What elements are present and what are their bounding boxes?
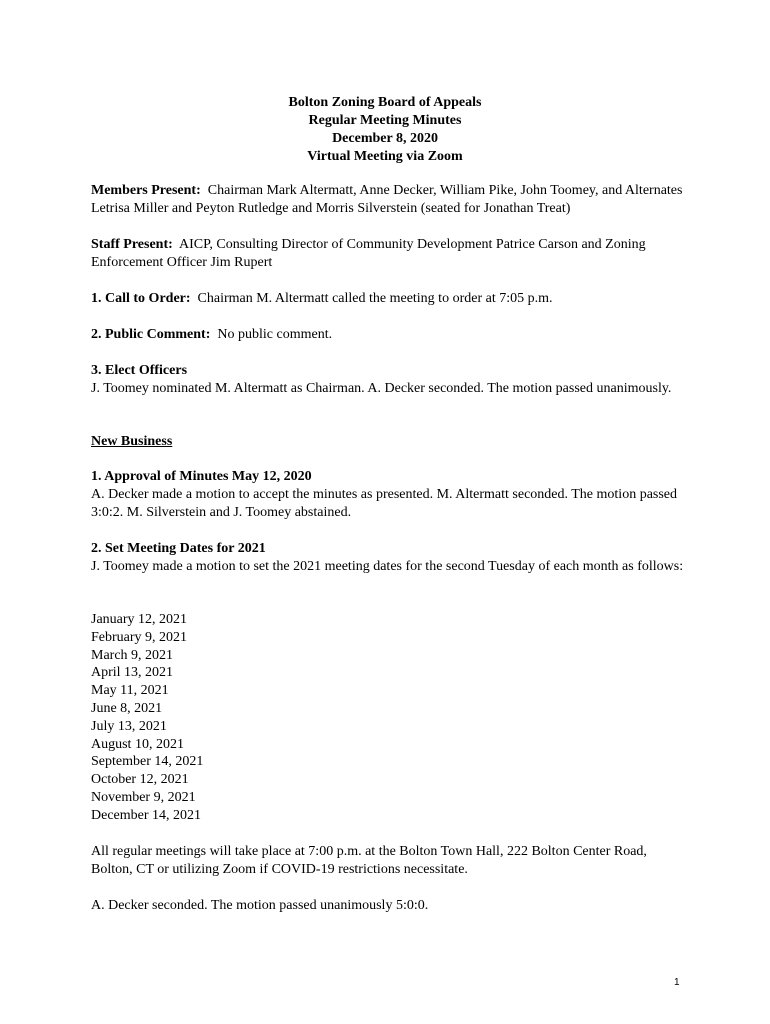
meeting-venue: Virtual Meeting via Zoom — [307, 149, 463, 164]
list-item: February 9, 2021 — [91, 629, 188, 645]
list-item: April 13, 2021 — [91, 665, 174, 681]
public-comment-section — [91, 326, 691, 344]
staff-present-section — [91, 236, 691, 272]
list-item: May 11, 2021 — [91, 683, 169, 699]
elect-officers-heading: 3. Elect Officers — [91, 363, 188, 378]
list-item: October 12, 2021 — [91, 772, 189, 788]
members-present-text: Chairman Mark Altermatt, Anne Decker, William Pike, John Toomey, and Alternates Letrisa Miller and Peyton Rutledge and Morris Silverstein (seated for Jonathan Treat) — [91, 183, 683, 216]
call-to-order-label: 1. Call to Order: — [91, 291, 191, 306]
list-item: September 14, 2021 — [91, 754, 204, 770]
staff-present-label: Staff Present: — [91, 237, 173, 252]
meeting-date: December 8, 2020 — [332, 131, 438, 146]
new-business-heading: New Business — [91, 434, 173, 449]
meeting-dates-list-block — [91, 611, 691, 825]
elect-officers-section — [91, 362, 691, 398]
list-item: November 9, 2021 — [91, 789, 196, 805]
new-business-section — [91, 433, 691, 451]
list-item: August 10, 2021 — [91, 736, 184, 752]
motion-result-section — [91, 897, 691, 915]
approval-minutes-heading: 1. Approval of Minutes May 12, 2020 — [91, 469, 312, 484]
call-to-order-text: Chairman M. Altermatt called the meeting to order at 7:05 p.m. — [197, 291, 553, 306]
meeting-dates-text: J. Toomey made a motion to set the 2021 meeting dates for the second Tuesday of each month as follows: — [91, 559, 684, 574]
board-name: Bolton Zoning Board of Appeals — [288, 95, 482, 110]
meeting-location-section — [91, 843, 691, 879]
staff-present-text: AICP, Consulting Director of Community Development Patrice Carson and Zoning Enforcement Officer Jim Rupert — [91, 237, 646, 270]
approval-minutes-section — [91, 468, 691, 522]
call-to-order-section — [91, 290, 691, 308]
list-item: December 14, 2021 — [91, 807, 202, 823]
members-present-label: Members Present: — [91, 183, 201, 198]
motion-result-text: A. Decker seconded. The motion passed unanimously 5:0:0. — [91, 898, 429, 913]
document-type: Regular Meeting Minutes — [308, 113, 462, 128]
elect-officers-text: J. Toomey nominated M. Altermatt as Chairman. A. Decker seconded. The motion passed unanimously. — [91, 381, 672, 396]
meeting-dates-section — [91, 540, 691, 576]
public-comment-text: No public comment. — [217, 327, 333, 342]
page-number: 1 — [674, 977, 680, 988]
list-item: January 12, 2021 — [91, 612, 188, 627]
meeting-dates-list — [91, 611, 691, 825]
approval-minutes-text: A. Decker made a motion to accept the minutes as presented. M. Altermatt seconded. The motion passed 3:0:2. M. Silverstein and J. Toomey abstained. — [91, 487, 678, 520]
list-item: July 13, 2021 — [91, 718, 167, 734]
members-present-section — [91, 182, 691, 218]
public-comment-label: 2. Public Comment: — [91, 327, 211, 342]
meeting-dates-heading: 2. Set Meeting Dates for 2021 — [91, 541, 266, 556]
list-item: June 8, 2021 — [91, 700, 163, 716]
meeting-location-text: All regular meetings will take place at 7:00 p.m. at the Bolton Town Hall, 222 Bolton Center Road, Bolton, CT or utilizing Zoom if COVID-19 restrictions necessitate. — [91, 844, 647, 877]
document-header — [0, 94, 770, 166]
list-item: March 9, 2021 — [91, 647, 174, 663]
